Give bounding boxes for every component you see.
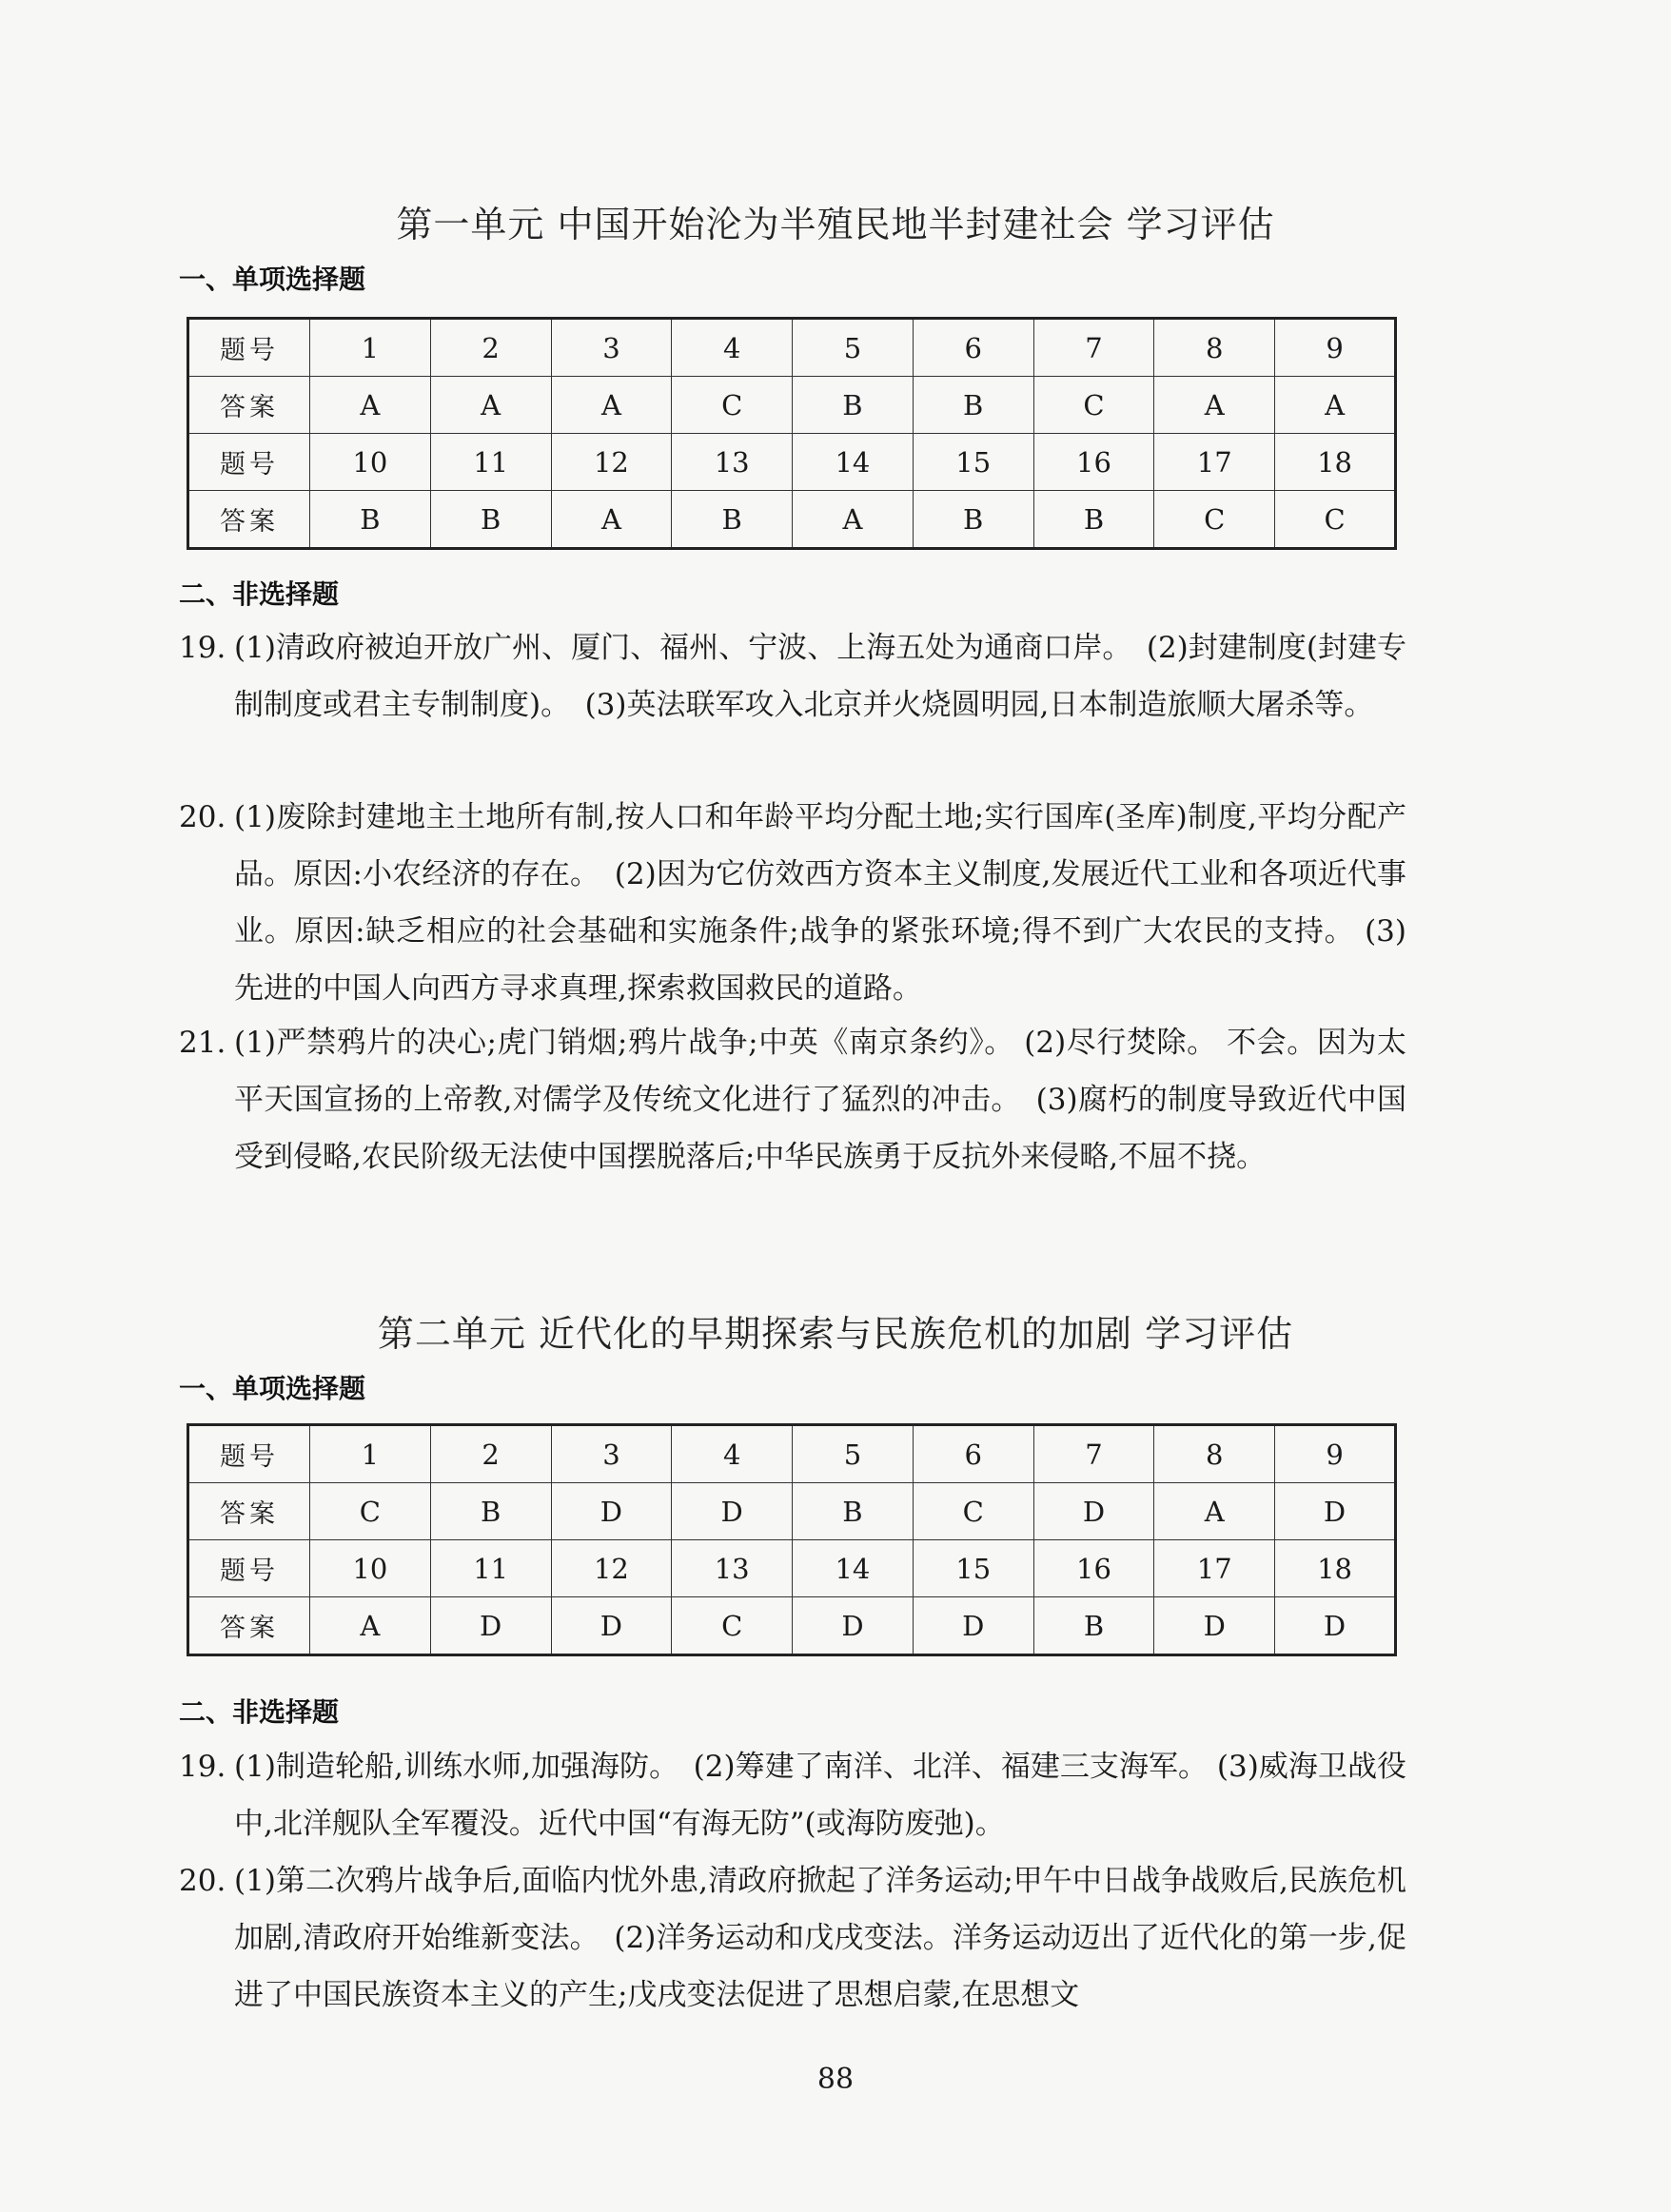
answer-cell: A (310, 377, 431, 434)
answer-cell: C (672, 1597, 793, 1655)
table-row (188, 1483, 1396, 1540)
q-num-cell: 6 (913, 319, 1033, 377)
q-num-cell: 7 (1033, 319, 1154, 377)
answer-cell: D (1275, 1483, 1396, 1540)
table-row (188, 1425, 1396, 1483)
q-label-cell: 题号 (188, 319, 310, 377)
answer-cell: B (310, 491, 431, 549)
unit2-question-19 (179, 1738, 1406, 1852)
answer-cell: A (551, 491, 672, 549)
answer-cell: B (913, 491, 1033, 549)
unit2-nonmc-heading: 二、非选择题 (179, 1696, 340, 1728)
q-num-cell: 3 (551, 1425, 672, 1483)
q-num-cell: 16 (1033, 1540, 1154, 1597)
answer-cell: D (793, 1597, 914, 1655)
q-num-cell: 14 (793, 434, 914, 491)
table-row (188, 434, 1396, 491)
q-num-cell: 9 (1275, 319, 1396, 377)
unit1-mc-heading: 一、单项选择题 (179, 264, 366, 295)
answer-cell: A (430, 377, 551, 434)
answer-cell: D (551, 1483, 672, 1540)
q-num-cell: 10 (310, 434, 431, 491)
answer-cell: D (1154, 1597, 1275, 1655)
q-num-cell: 10 (310, 1540, 431, 1597)
q-num-cell: 17 (1154, 1540, 1275, 1597)
a-label-cell: 答案 (188, 1483, 310, 1540)
question-number: 19. (179, 631, 226, 665)
q-num-cell: 15 (913, 1540, 1033, 1597)
a-label-cell: 答案 (188, 377, 310, 434)
answer-cell: B (430, 491, 551, 549)
unit1-question-21 (179, 1014, 1406, 1185)
question-number: 19. (179, 1750, 226, 1784)
q-label-cell: 题号 (188, 1425, 310, 1483)
question-answer: (1)第二次鸦片战争后,面临内忧外患,清政府掀起了洋务运动;甲午中日战争战败后,民族危机加剧,清政府开始维新变法。 (2)洋务运动和戊戌变法。洋务运动迈出了近代化的第一步,促进了中国民族资本主义的产生;戊戌变法促进了思想启蒙,在思想文 (234, 1864, 1406, 2012)
q-label-cell: 题号 (188, 1540, 310, 1597)
q-label-cell: 题号 (188, 434, 310, 491)
answer-cell: A (1275, 377, 1396, 434)
unit1-question-20 (179, 789, 1406, 1017)
question-answer: (1)清政府被迫开放广州、厦门、福州、宁波、上海五处为通商口岸。 (2)封建制度(封建专制制度或君主专制制度)。 (3)英法联军攻入北京并火烧圆明园,日本制造旅顺大屠杀等。 (234, 631, 1406, 722)
q-num-cell: 11 (430, 434, 551, 491)
unit2-mc-heading: 一、单项选择题 (179, 1373, 366, 1404)
answer-cell: A (1154, 1483, 1275, 1540)
q-num-cell: 4 (672, 319, 793, 377)
q-num-cell: 7 (1033, 1425, 1154, 1483)
question-answer: (1)废除封建地主土地所有制,按人口和年龄平均分配土地;实行国库(圣库)制度,平均分配产品。原因:小农经济的存在。 (2)因为它仿效西方资本主义制度,发展近代工业和各项近代事业。原因:缺乏相应的社会基础和实施条件;战争的紧张环境;得不到广大农民的支持。 (3)先进的中国人向西方寻求真理,探索救国救民的道路。 (234, 800, 1406, 1006)
q-num-cell: 8 (1154, 1425, 1275, 1483)
question-number: 20. (179, 800, 226, 834)
answer-cell: C (672, 377, 793, 434)
table-row (188, 491, 1396, 549)
answer-cell: B (793, 377, 914, 434)
unit1-answer-table (187, 317, 1397, 550)
table-row (188, 1597, 1396, 1655)
unit1-question-19 (179, 619, 1406, 734)
q-num-cell: 16 (1033, 434, 1154, 491)
q-num-cell: 12 (551, 434, 672, 491)
answer-cell: C (310, 1483, 431, 1540)
q-num-cell: 18 (1275, 1540, 1396, 1597)
answer-cell: C (913, 1483, 1033, 1540)
unit2-question-20 (179, 1852, 1406, 2024)
answer-cell: B (672, 491, 793, 549)
unit1-nonmc-heading: 二、非选择题 (179, 578, 340, 610)
q-num-cell: 5 (793, 319, 914, 377)
q-num-cell: 1 (310, 319, 431, 377)
answer-cell: D (430, 1597, 551, 1655)
q-num-cell: 4 (672, 1425, 793, 1483)
q-num-cell: 9 (1275, 1425, 1396, 1483)
q-num-cell: 13 (672, 434, 793, 491)
question-number: 21. (179, 1026, 226, 1060)
answer-cell: B (430, 1483, 551, 1540)
answer-cell: A (1154, 377, 1275, 434)
answer-cell: B (1033, 1597, 1154, 1655)
answer-cell: D (551, 1597, 672, 1655)
unit2-answer-table (187, 1423, 1397, 1656)
q-num-cell: 1 (310, 1425, 431, 1483)
answer-cell: A (793, 491, 914, 549)
answer-cell: B (1033, 491, 1154, 549)
q-num-cell: 5 (793, 1425, 914, 1483)
answer-cell: D (1033, 1483, 1154, 1540)
table-row (188, 1540, 1396, 1597)
unit1-title: 第一单元 中国开始沦为半殖民地半封建社会 学习评估 (396, 204, 1275, 245)
question-answer: (1)制造轮船,训练水师,加强海防。 (2)筹建了南洋、北洋、福建三支海军。 (3)威海卫战役中,北洋舰队全军覆没。近代中国“有海无防”(或海防废弛)。 (234, 1750, 1406, 1841)
q-num-cell: 8 (1154, 319, 1275, 377)
a-label-cell: 答案 (188, 1597, 310, 1655)
a-label-cell: 答案 (188, 491, 310, 549)
answer-cell: C (1275, 491, 1396, 549)
answer-cell: D (1275, 1597, 1396, 1655)
question-number: 20. (179, 1864, 226, 1898)
q-num-cell: 2 (430, 319, 551, 377)
table-row (188, 377, 1396, 434)
page-number: 88 (816, 2063, 855, 2096)
q-num-cell: 14 (793, 1540, 914, 1597)
q-num-cell: 11 (430, 1540, 551, 1597)
q-num-cell: 12 (551, 1540, 672, 1597)
answer-cell: C (1033, 377, 1154, 434)
answer-cell: C (1154, 491, 1275, 549)
table-row (188, 319, 1396, 377)
answer-cell: D (672, 1483, 793, 1540)
answer-cell: D (913, 1597, 1033, 1655)
unit2-title: 第二单元 近代化的早期探索与民族危机的加剧 学习评估 (377, 1313, 1294, 1355)
question-answer: (1)严禁鸦片的决心;虎门销烟;鸦片战争;中英《南京条约》。 (2)尽行焚除。 不会。因为太平天国宣扬的上帝教,对儒学及传统文化进行了猛烈的冲击。 (3)腐朽的制度导致近代中国受到侵略,农民阶级无法使中国摆脱落后;中华民族勇于反抗外来侵略,不屈不挠。 (234, 1026, 1406, 1174)
q-num-cell: 17 (1154, 434, 1275, 491)
q-num-cell: 3 (551, 319, 672, 377)
answer-cell: A (310, 1597, 431, 1655)
q-num-cell: 13 (672, 1540, 793, 1597)
q-num-cell: 6 (913, 1425, 1033, 1483)
answer-cell: A (551, 377, 672, 434)
q-num-cell: 18 (1275, 434, 1396, 491)
q-num-cell: 2 (430, 1425, 551, 1483)
answer-cell: B (913, 377, 1033, 434)
q-num-cell: 15 (913, 434, 1033, 491)
answer-cell: B (793, 1483, 914, 1540)
